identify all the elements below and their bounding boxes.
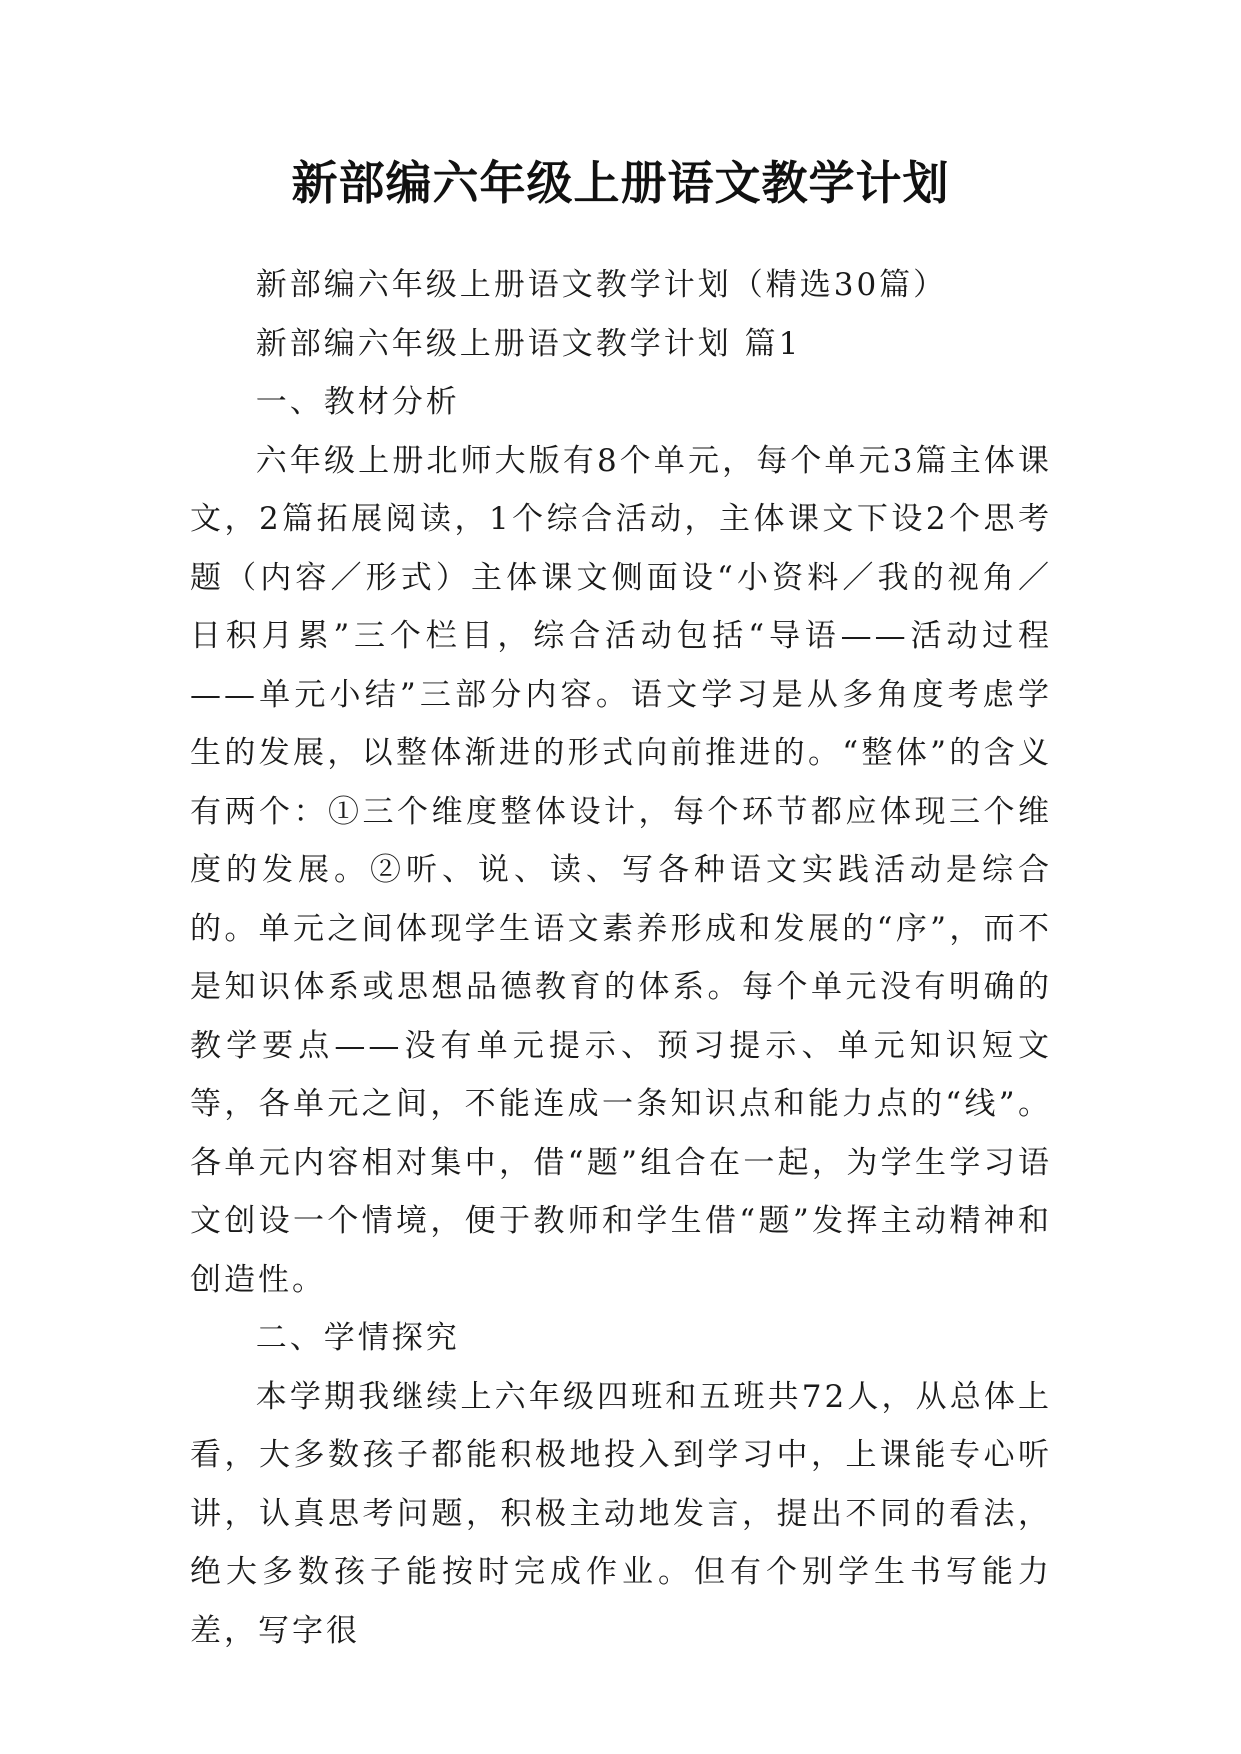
heading-textbook-analysis: 一、教材分析 [255, 384, 460, 420]
document-body [190, 256, 1052, 1660]
paragraph-student-analysis: 本学期我继续上六年级四班和五班共72人，从总体上看，大多数孩子都能积极地投入到学习中，上课能专心听讲，认真思考问题，积极主动地发言，提出不同的看法，绝大多数孩子能按时完成作业。但有个别学生书写能力差，写字很 [190, 1378, 1052, 1649]
paragraph-section-heading: 新部编六年级上册语文教学计划 篇1 [255, 325, 802, 362]
paragraph-textbook-analysis: 六年级上册北师大版有8个单元，每个单元3篇主体课文，2篇拓展阅读，1个综合活动，主体课文下设2个思考题（内容／形式）主体课文侧面设“小资料／我的视角／日积月累”三个栏目，综合活动包括“导语——活动过程——单元小结”三部分内容。语文学习是从多角度考虑学生的发展，以整体渐进的形式向前推进的。“整体”的含义有两个：①三个维度整体设计，每个环节都应体现三个维度的发展。②听、说、读、写各种语文实践活动是综合的。单元之间体现学生语文素养形成和发展的“序”，而不是知识体系或思想品德教育的体系。每个单元没有明确的教学要点——没有单元提示、预习提示、单元知识短文等，各单元之间，不能连成一条知识点和能力点的“线”。 各单元内容相对集中，借“题”组合在一起，为学生学习语文创设一个情境，便于教师和学生借“题”发挥主动精神和创造性。 [190, 442, 1052, 1298]
heading-student-analysis: 二、学情探究 [255, 1320, 460, 1356]
paragraph-subtitle: 新部编六年级上册语文教学计划（精选30篇） [255, 267, 948, 303]
document-title: 新部编六年级上册语文教学计划 [291, 156, 950, 210]
